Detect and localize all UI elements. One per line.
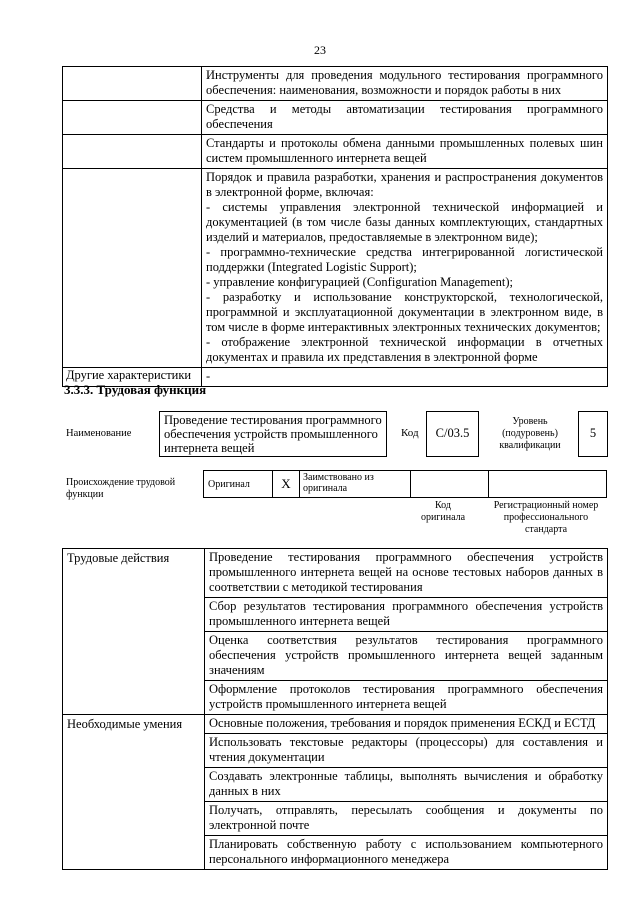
name-label: Наименование	[66, 428, 132, 439]
origin-table	[203, 470, 607, 498]
knowledge-item-documents	[202, 169, 608, 368]
function-name-box	[159, 411, 387, 457]
code-label: Код	[401, 427, 419, 439]
knowledge-item: Средства и методы автоматизации тестирования программного обеспечения	[202, 101, 608, 135]
knowledge-subitem: - программно-технические средства интегрированной логистической поддержки (Integrated Logistic Support);	[206, 245, 603, 274]
code-value: C/03.5	[435, 426, 470, 440]
origin-borrowed: Заимствовано из оригинала	[300, 471, 411, 498]
function-table	[62, 548, 608, 870]
action-item: Проведение тестирования программного обеспечения устройств промышленного интернета вещей на основе тестовых наборов данных в соответствии с методикой тестирования	[205, 549, 608, 598]
actions-label: Трудовые действия	[63, 549, 205, 715]
knowledge-table	[62, 66, 608, 387]
reg-caption: Регистрационный номер профессионального стандарта	[493, 500, 599, 535]
skill-item: Использовать текстовые редакторы (процессоры) для составления и чтения документации	[205, 734, 608, 768]
empty-label-cell	[63, 135, 202, 169]
knowledge-subitem: - разработку и использование конструкторской, технологической, программной и эксплуатационной документации в электронном виде, в том числе в форме интерактивных электронных технических документов;	[206, 290, 603, 334]
knowledge-subitem: - системы управления электронной технической информацией и документацией (в том числе базы данных комплектующих, стандартных изделий и материалов, предоставляемые в электронном виде);	[206, 200, 603, 244]
other-characteristics-label: Другие характеристики	[63, 368, 202, 387]
knowledge-subitem: - управление конфигурацией (Configuration Management);	[206, 275, 513, 289]
skill-item: Планировать собственную работу с использованием компьютерного персонального информационного менеджера	[205, 836, 608, 870]
knowledge-item: Инструменты для проведения модульного тестирования программного обеспечения: наименования, возможности и порядок работы в них	[202, 67, 608, 101]
origin-reg-cell	[489, 471, 607, 498]
knowledge-item: Стандарты и протоколы обмена данными промышленных полевых шин систем промышленного интернета вещей	[202, 135, 608, 169]
skills-label: Необходимые умения	[63, 715, 205, 870]
knowledge-item-intro: Порядок и правила разработки, хранения и распространения документов в электронной форме, включая:	[206, 170, 603, 199]
level-label: Уровень (подуровень) квалификации	[499, 416, 561, 451]
code-box	[426, 411, 479, 457]
code-caption: Код оригинала	[420, 500, 466, 523]
origin-original: Оригинал	[204, 471, 273, 498]
skill-item: Основные положения, требования и порядок применения ЕСКД и ЕСТД	[205, 715, 608, 734]
action-item: Сбор результатов тестирования программного обеспечения устройств промышленного интернета вещей	[205, 598, 608, 632]
function-name: Проведение тестирования программного обеспечения устройств промышленного интернета вещей	[164, 413, 382, 455]
section-title: 3.3.3. Трудовая функция	[64, 382, 207, 397]
knowledge-subitem: - отображение электронной технической информации в отчетных документах и правила их представления в электронной форме	[206, 335, 603, 364]
origin-mark: X	[273, 471, 300, 498]
level-value: 5	[589, 426, 597, 440]
level-box	[578, 411, 608, 457]
other-characteristics-value: -	[202, 368, 608, 387]
origin-code-cell	[411, 471, 489, 498]
empty-label-cell	[63, 169, 202, 368]
empty-label-cell	[63, 101, 202, 135]
page-number: 23	[314, 43, 326, 57]
empty-label-cell	[63, 67, 202, 101]
origin-label: Происхождение трудовой функции	[66, 477, 176, 500]
skill-item: Создавать электронные таблицы, выполнять вычисления и обработку данных в них	[205, 768, 608, 802]
skill-item: Получать, отправлять, пересылать сообщения и документы по электронной почте	[205, 802, 608, 836]
action-item: Оформление протоколов тестирования программного обеспечения устройств промышленного интернета вещей	[205, 681, 608, 715]
action-item: Оценка соответствия результатов тестирования программного обеспечения устройств промышленного интернета вещей заданным значениям	[205, 632, 608, 681]
